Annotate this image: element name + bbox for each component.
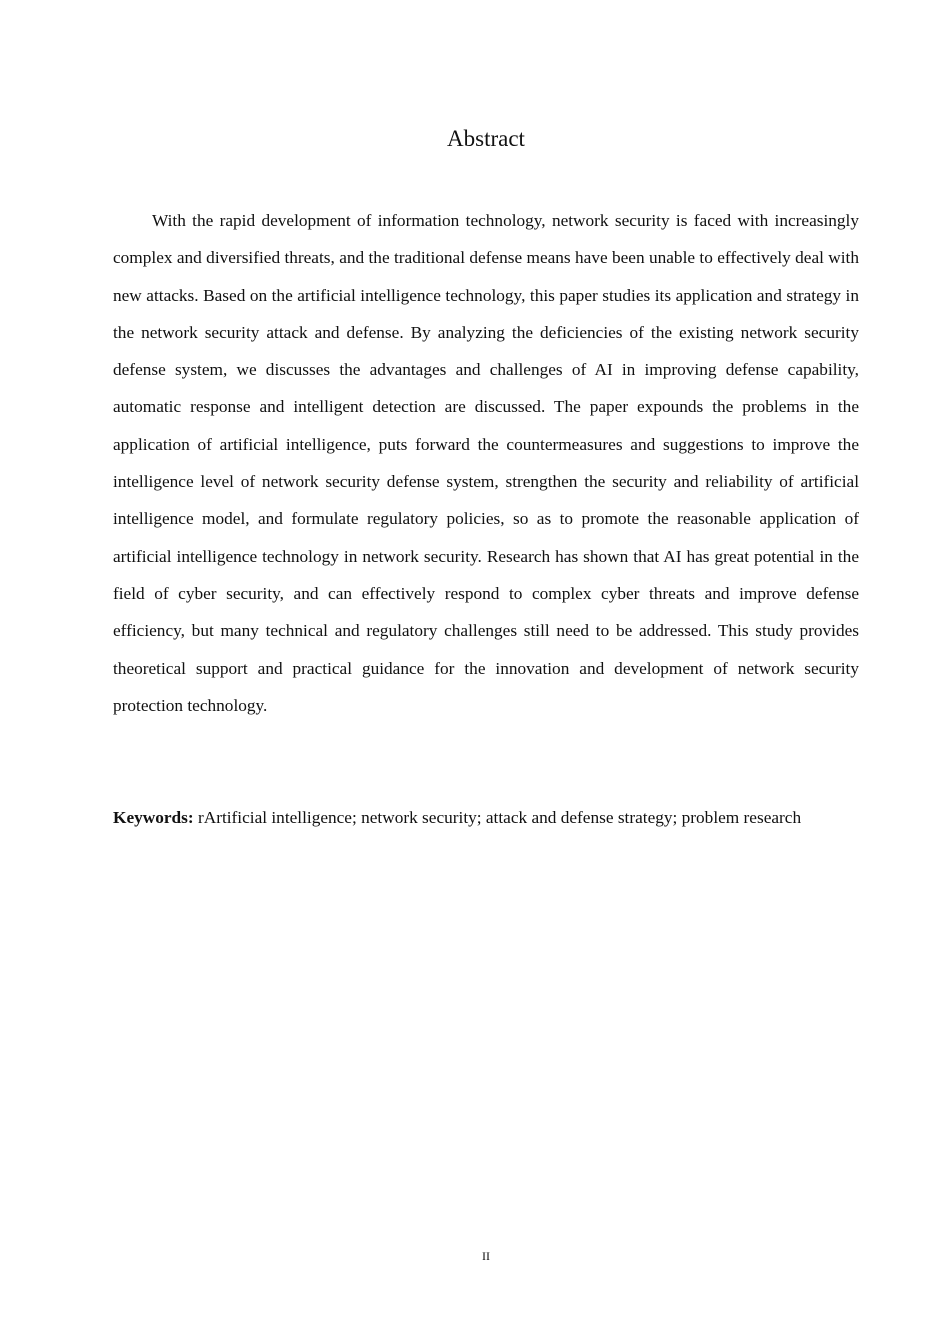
page-number: II xyxy=(482,1249,490,1263)
abstract-paragraph: With the rapid development of information technology, network security is faced with increasingly complex and diversified threats, and the traditional defense means have been unable to effectively deal with new attacks. Based on the artificial intelligence technology, this paper studies its application and strategy in the network security attack and defense. By analyzing the deficiencies of the existing network security defense system, we discusses the advantages and challenges of AI in improving defense capability, automatic response and intelligent detection are discussed. The paper expounds the problems in the application of artificial intelligence, puts forward the countermeasures and suggestions to improve the intelligence level of network security defense system, strengthen the security and reliability of artificial intelligence model, and formulate regulatory policies, so as to promote the reasonable application of artificial intelligence technology in network security. Research has shown that AI has great potential in the field of cyber security, and can effectively respond to complex cyber threats and improve defense efficiency, but many technical and regulatory challenges still need to be addressed. This study provides theoretical support and practical guidance for the innovation and development of network security protection technology. xyxy=(113,211,859,715)
keywords-line xyxy=(113,799,859,836)
keywords-label: Keywords: xyxy=(113,808,194,827)
abstract-title: Abstract xyxy=(447,126,525,151)
keywords-text: rArtificial intelligence; network security; attack and defense strategy; problem research xyxy=(193,808,802,827)
